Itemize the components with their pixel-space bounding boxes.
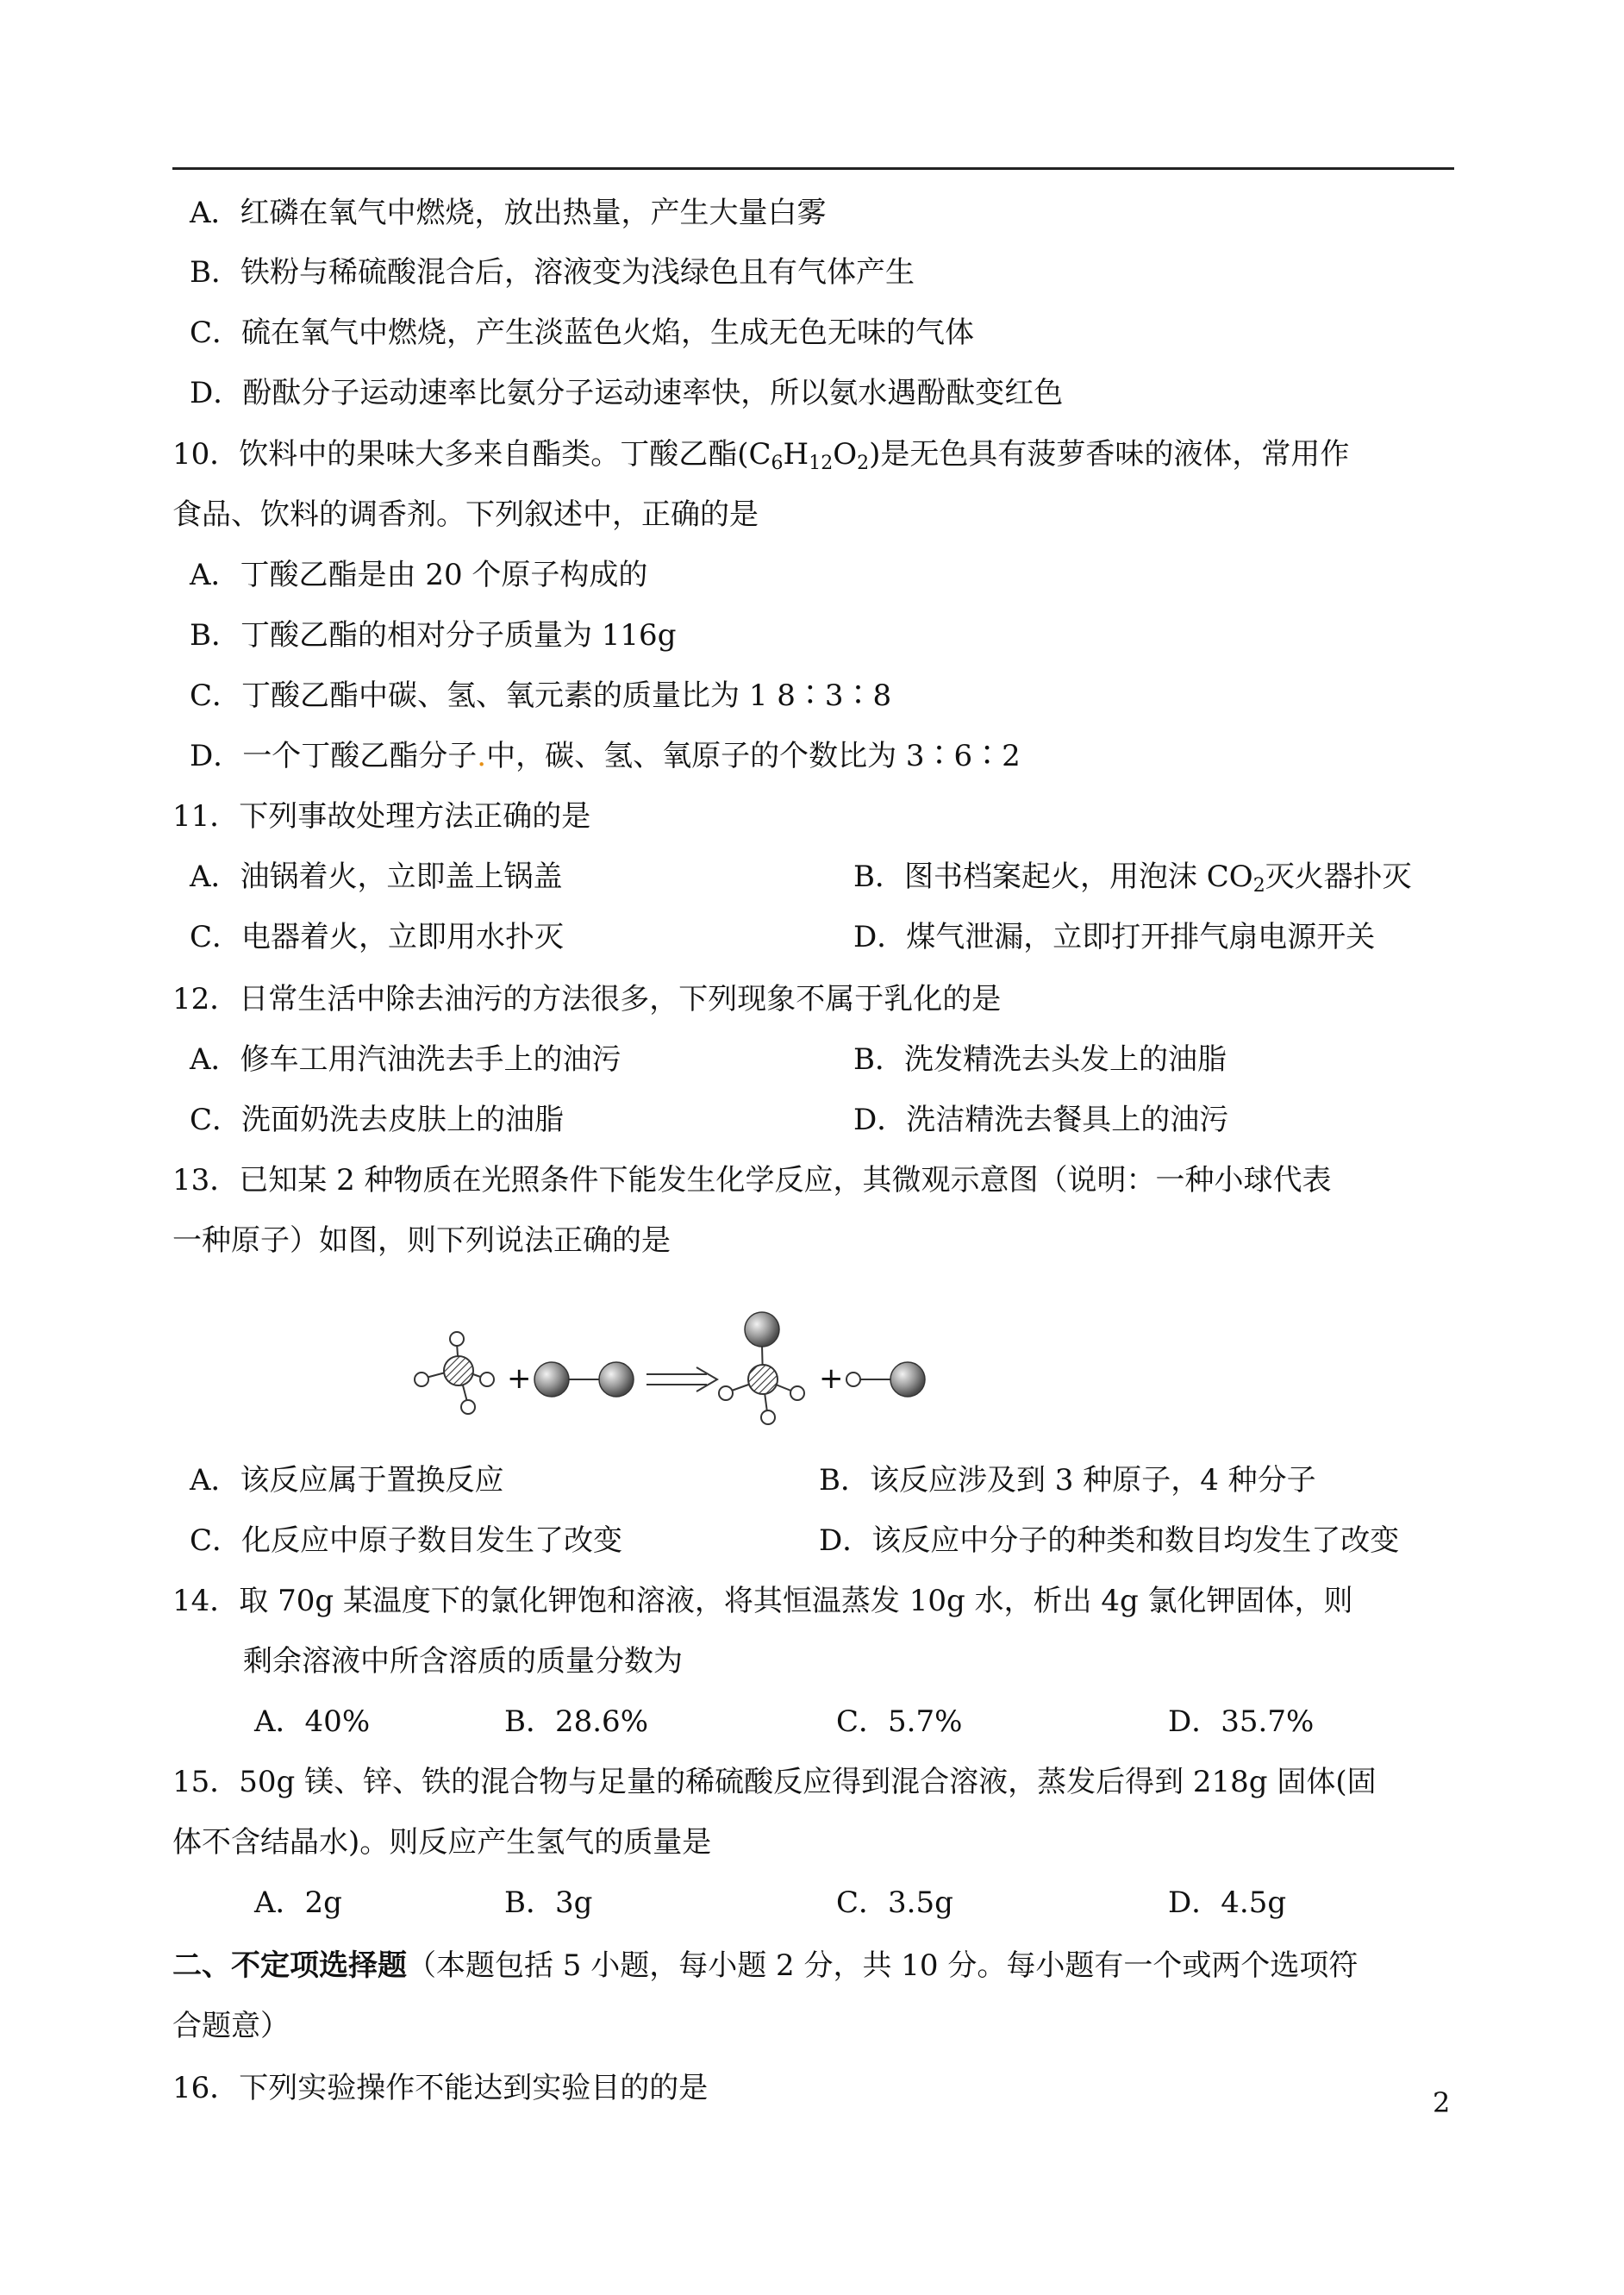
q15-option-a: A．2g <box>254 1885 342 1920</box>
q11-stem: 11．下列事故处理方法正确的是 <box>172 799 591 834</box>
reactant-molecule-2 <box>534 1362 634 1397</box>
q9-option-b: B．铁粉与稀硫酸混合后，溶液变为浅绿色且有气体产生 <box>190 255 915 290</box>
q11-option-a: A．油锅着火，立即盖上锅盖 <box>190 860 563 894</box>
q15-option-c: C．3.5g <box>836 1885 953 1920</box>
q15-stem-line2: 体不含结晶水)。则反应产生氢气的质量是 <box>172 1825 712 1860</box>
reactant-molecule-1 <box>415 1332 494 1414</box>
q10-option-a: A．丁酸乙酯是由 20 个原子构成的 <box>190 558 648 592</box>
q14-stem-line2: 剩余溶液中所含溶质的质量分数为 <box>243 1644 683 1679</box>
q13-option-d: D．该反应中分子的种类和数目均发生了改变 <box>819 1523 1400 1558</box>
q12-stem: 12．日常生活中除去油污的方法很多，下列现象不属于乳化的是 <box>172 982 1002 1016</box>
reaction-arrow-icon <box>646 1367 717 1391</box>
q10-option-c: C．丁酸乙酯中碳、氢、氧元素的质量比为 1 8∶3∶8 <box>190 678 892 713</box>
q14-stem-line1: 14．取 70g 某温度下的氯化钾饱和溶液，将其恒温蒸发 10g 水，析出 4g 氯化钾固体，则 <box>172 1584 1353 1618</box>
q12-option-b: B．洗发精洗去头发上的油脂 <box>853 1042 1227 1077</box>
reaction-diagram <box>397 1302 1052 1448</box>
page-number: 2 <box>1433 2086 1451 2119</box>
section2-heading-line2: 合题意） <box>172 2009 290 2043</box>
q11-option-c: C．电器着火，立即用水扑灭 <box>190 920 565 954</box>
q12-option-d: D．洗洁精洗去餐具上的油污 <box>853 1103 1229 1137</box>
q12-option-c: C．洗面奶洗去皮肤上的油脂 <box>190 1103 565 1137</box>
q10-option-b: B．丁酸乙酯的相对分子质量为 116g <box>190 618 677 653</box>
q13-stem-line1: 13．已知某 2 种物质在光照条件下能发生化学反应，其微观示意图（说明：一种小球代表 <box>172 1163 1332 1198</box>
q10-stem-line2: 食品、饮料的调香剂。下列叙述中，正确的是 <box>172 497 759 532</box>
plus-sign-1: + <box>507 1361 532 1396</box>
q9-option-c: C．硫在氧气中燃烧，产生淡蓝色火焰，生成无色无味的气体 <box>190 316 975 350</box>
q11-option-b: B．图书档案起火，用泡沫 $CO_2$灭火器扑灭 <box>853 860 1412 897</box>
product-molecule-2 <box>846 1362 925 1397</box>
q15-stem-line1: 15．50g 镁、锌、铁的混合物与足量的稀硫酸反应得到混合溶液，蒸发后得到 218g 固体(固 <box>172 1765 1377 1799</box>
q14-option-b: B．28.6% <box>504 1704 648 1739</box>
header-rule <box>172 167 1454 170</box>
q14-option-c: C．5.7% <box>836 1704 963 1739</box>
q13-stem-line2: 一种原子）如图，则下列说法正确的是 <box>172 1223 671 1258</box>
section2-title: 二、不定项选择题 <box>172 1948 407 1983</box>
q10-stem-line1: 10．饮料中的果味大多来自酯类。丁酸乙酯$(C_6H_{12}O_2)$是无色具有菠萝香味的液体，常用作 <box>172 437 1350 474</box>
q15-option-d: D．4.5g <box>1168 1885 1287 1920</box>
plus-sign-2: + <box>819 1361 844 1396</box>
q10-option-d: D．一个丁酸乙酯分子.中，碳、氢、氧原子的个数比为 3∶6∶2 <box>190 739 1021 773</box>
q12-option-a: A．修车工用汽油洗去手上的油污 <box>190 1042 621 1077</box>
section2-heading-line1: 二、不定项选择题（本题包括 5 小题，每小题 2 分，共 10 分。每小题有一个或两个选项符 <box>172 1948 1359 1983</box>
q15-option-b: B．3g <box>504 1885 593 1920</box>
product-molecule-1 <box>719 1312 804 1424</box>
q13-option-c: C．化反应中原子数目发生了改变 <box>190 1523 623 1558</box>
q16-stem: 16．下列实验操作不能达到实验目的的是 <box>172 2071 709 2105</box>
q14-option-a: A．40% <box>254 1704 371 1739</box>
q14-option-d: D．35.7% <box>1168 1704 1315 1739</box>
q13-option-b: B．该反应涉及到 3 种原子，4 种分子 <box>819 1463 1316 1498</box>
q9-option-d: D．酚酞分子运动速率比氨分子运动速率快，所以氨水遇酚酞变红色 <box>190 376 1064 410</box>
q9-option-a: A．红磷在氧气中燃烧，放出热量，产生大量白雾 <box>190 196 827 230</box>
q11-option-d: D．煤气泄漏，立即打开排气扇电源开关 <box>853 920 1376 954</box>
q13-option-a: A．该反应属于置换反应 <box>190 1463 504 1498</box>
